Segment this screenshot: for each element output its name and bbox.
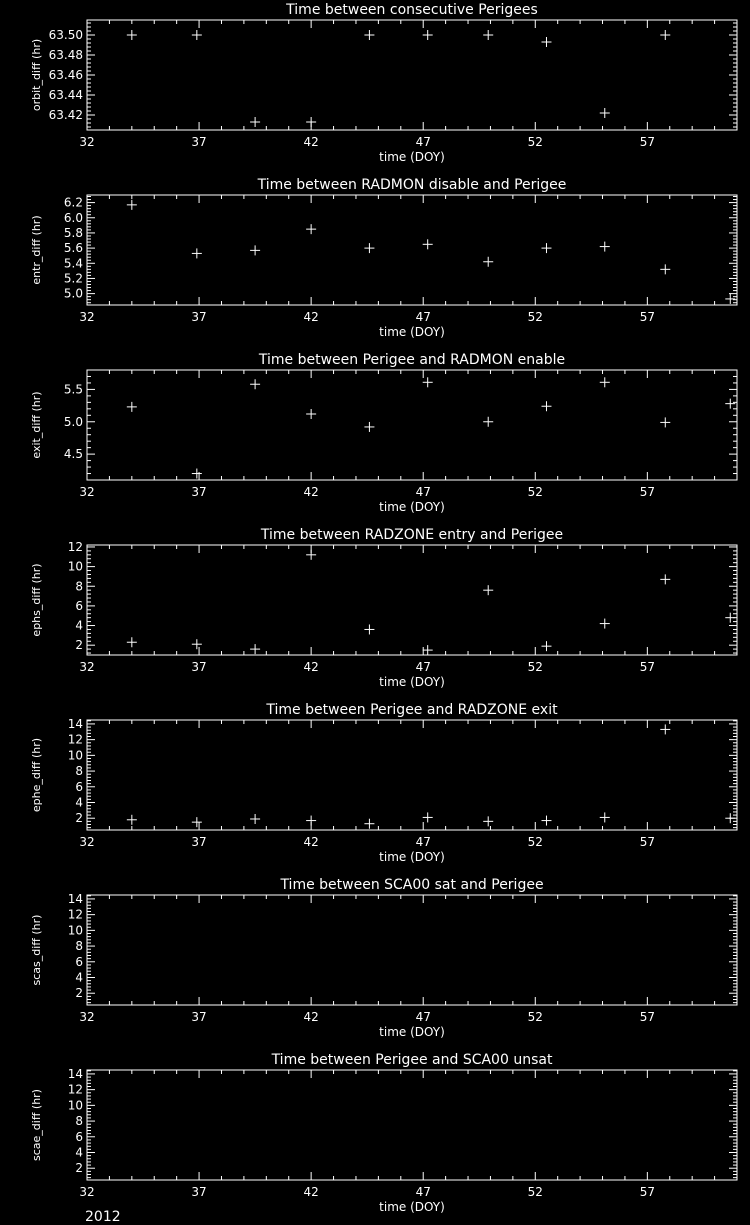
x-tick-label: 47 bbox=[415, 135, 431, 149]
data-point bbox=[192, 248, 202, 258]
data-point bbox=[127, 402, 137, 412]
data-point bbox=[250, 379, 260, 389]
x-tick-label: 42 bbox=[303, 310, 319, 324]
data-point bbox=[127, 200, 137, 210]
y-axis-label: ephs_diff (hr) bbox=[30, 563, 43, 637]
x-axis-label: time (DOY) bbox=[379, 675, 445, 689]
y-tick-label: 4 bbox=[75, 1145, 83, 1160]
y-tick-label: 12 bbox=[67, 732, 83, 747]
data-point bbox=[306, 117, 316, 127]
x-tick-label: 37 bbox=[191, 660, 207, 674]
chart-title: Time between RADZONE entry and Perigee bbox=[260, 527, 564, 543]
data-point bbox=[483, 816, 493, 826]
y-axis-label: orbit_diff (hr) bbox=[30, 38, 43, 112]
y-tick-label: 6 bbox=[75, 1129, 83, 1144]
x-tick-label: 37 bbox=[191, 835, 207, 849]
data-point bbox=[192, 639, 202, 649]
plot-frame bbox=[87, 1070, 737, 1180]
y-tick-label: 5.6 bbox=[63, 241, 83, 256]
x-tick-label: 57 bbox=[639, 835, 655, 849]
x-axis-label: time (DOY) bbox=[379, 325, 445, 339]
y-tick-label: 63.46 bbox=[48, 68, 83, 82]
data-point bbox=[127, 815, 137, 825]
x-tick-label: 42 bbox=[303, 1010, 319, 1024]
data-point bbox=[600, 242, 610, 252]
plot-frame bbox=[87, 895, 737, 1005]
x-tick-label: 57 bbox=[639, 310, 655, 324]
x-tick-label: 32 bbox=[79, 1010, 95, 1024]
y-axis-label: exit_diff (hr) bbox=[30, 391, 43, 459]
x-tick-label: 37 bbox=[191, 485, 207, 499]
x-tick-label: 37 bbox=[191, 1010, 207, 1024]
data-point bbox=[660, 30, 670, 40]
x-tick-label: 52 bbox=[527, 1185, 543, 1199]
data-point bbox=[600, 619, 610, 629]
x-tick-label: 52 bbox=[527, 135, 543, 149]
y-tick-label: 14 bbox=[67, 891, 83, 906]
chart-title: Time between SCA00 sat and Perigee bbox=[280, 877, 544, 893]
plot-frame bbox=[87, 545, 737, 655]
data-point bbox=[541, 641, 551, 651]
x-tick-label: 42 bbox=[303, 135, 319, 149]
data-point bbox=[600, 377, 610, 387]
plot-frame bbox=[87, 370, 737, 480]
x-tick-label: 47 bbox=[415, 1185, 431, 1199]
x-tick-label: 57 bbox=[639, 660, 655, 674]
y-tick-label: 6 bbox=[75, 598, 83, 613]
x-tick-label: 52 bbox=[527, 660, 543, 674]
x-tick-label: 32 bbox=[79, 135, 95, 149]
y-axis-label: scas_diff (hr) bbox=[30, 914, 43, 986]
y-tick-label: 10 bbox=[67, 748, 83, 763]
chart-panel-3 bbox=[30, 352, 737, 514]
x-tick-label: 37 bbox=[191, 310, 207, 324]
y-tick-label: 5.5 bbox=[63, 382, 83, 397]
data-point bbox=[250, 245, 260, 255]
y-tick-label: 12 bbox=[67, 1082, 83, 1097]
x-tick-label: 47 bbox=[415, 485, 431, 499]
data-point bbox=[483, 257, 493, 267]
plot-frame bbox=[87, 720, 737, 830]
y-tick-label: 6.2 bbox=[63, 195, 83, 210]
data-point bbox=[660, 724, 670, 734]
x-tick-label: 47 bbox=[415, 660, 431, 674]
data-point bbox=[660, 264, 670, 274]
year-label: 2012 bbox=[85, 1209, 121, 1225]
x-tick-label: 32 bbox=[79, 835, 95, 849]
y-tick-label: 8 bbox=[75, 939, 83, 954]
y-tick-label: 5.0 bbox=[63, 414, 83, 429]
data-point bbox=[423, 812, 433, 822]
data-point bbox=[725, 399, 735, 409]
data-point bbox=[364, 819, 374, 829]
x-tick-label: 57 bbox=[639, 1185, 655, 1199]
y-tick-label: 2 bbox=[75, 1161, 83, 1176]
chart-panel-4 bbox=[30, 527, 737, 689]
y-tick-label: 14 bbox=[67, 1066, 83, 1081]
data-point bbox=[250, 117, 260, 127]
y-tick-label: 63.48 bbox=[48, 48, 83, 62]
y-tick-label: 4 bbox=[75, 618, 83, 633]
x-tick-label: 57 bbox=[639, 1010, 655, 1024]
plot-frame bbox=[87, 195, 737, 305]
data-point bbox=[541, 401, 551, 411]
x-tick-label: 42 bbox=[303, 1185, 319, 1199]
x-tick-label: 37 bbox=[191, 135, 207, 149]
y-tick-label: 14 bbox=[67, 716, 83, 731]
x-axis-label: time (DOY) bbox=[379, 150, 445, 164]
y-tick-label: 10 bbox=[67, 1098, 83, 1113]
x-tick-label: 42 bbox=[303, 660, 319, 674]
x-tick-label: 42 bbox=[303, 835, 319, 849]
y-tick-label: 5.2 bbox=[63, 271, 83, 286]
y-tick-label: 4.5 bbox=[63, 447, 83, 462]
x-tick-label: 57 bbox=[639, 135, 655, 149]
x-tick-label: 32 bbox=[79, 1185, 95, 1199]
data-point bbox=[600, 108, 610, 118]
x-axis-label: time (DOY) bbox=[379, 1200, 445, 1214]
chart-panel-5 bbox=[30, 702, 737, 864]
y-tick-label: 6 bbox=[75, 779, 83, 794]
x-tick-label: 47 bbox=[415, 1010, 431, 1024]
y-tick-label: 12 bbox=[67, 907, 83, 922]
x-axis-label: time (DOY) bbox=[379, 1025, 445, 1039]
chart-panel-1 bbox=[30, 2, 737, 164]
y-tick-label: 2 bbox=[75, 811, 83, 826]
x-tick-label: 52 bbox=[527, 310, 543, 324]
chart-panel-6 bbox=[30, 877, 737, 1039]
data-point bbox=[306, 409, 316, 419]
x-axis-label: time (DOY) bbox=[379, 850, 445, 864]
y-tick-label: 6 bbox=[75, 954, 83, 969]
y-tick-label: 4 bbox=[75, 795, 83, 810]
data-point bbox=[423, 30, 433, 40]
data-point bbox=[364, 422, 374, 432]
data-point bbox=[127, 30, 137, 40]
y-tick-label: 12 bbox=[67, 539, 83, 554]
data-point bbox=[483, 585, 493, 595]
data-point bbox=[541, 816, 551, 826]
data-point bbox=[364, 243, 374, 253]
x-tick-label: 32 bbox=[79, 485, 95, 499]
data-point bbox=[541, 243, 551, 253]
y-tick-label: 8 bbox=[75, 579, 83, 594]
y-axis-label: entr_diff (hr) bbox=[30, 215, 43, 285]
data-point bbox=[423, 645, 433, 655]
chart-title: Time between Perigee and RADZONE exit bbox=[266, 702, 558, 718]
data-point bbox=[306, 550, 316, 560]
chart-panel-2 bbox=[30, 177, 737, 339]
data-point bbox=[306, 224, 316, 234]
data-point bbox=[192, 30, 202, 40]
data-point bbox=[306, 816, 316, 826]
y-axis-label: ephe_diff (hr) bbox=[30, 737, 43, 813]
y-axis-label: scae_diff (hr) bbox=[30, 1089, 43, 1161]
x-tick-label: 52 bbox=[527, 485, 543, 499]
y-tick-label: 2 bbox=[75, 638, 83, 653]
chart-title: Time between Perigee and SCA00 unsat bbox=[271, 1052, 553, 1068]
y-tick-label: 5.4 bbox=[63, 256, 83, 271]
data-point bbox=[250, 644, 260, 654]
y-tick-label: 10 bbox=[67, 923, 83, 938]
y-tick-label: 63.42 bbox=[48, 108, 83, 122]
y-tick-label: 6.0 bbox=[63, 210, 83, 225]
x-tick-label: 37 bbox=[191, 1185, 207, 1199]
x-tick-label: 32 bbox=[79, 660, 95, 674]
y-tick-label: 63.50 bbox=[48, 28, 83, 42]
y-tick-label: 4 bbox=[75, 970, 83, 985]
chart-panel-7 bbox=[30, 1052, 737, 1214]
data-point bbox=[127, 637, 137, 647]
x-tick-label: 52 bbox=[527, 1010, 543, 1024]
x-tick-label: 52 bbox=[527, 835, 543, 849]
y-tick-label: 8 bbox=[75, 1114, 83, 1129]
x-axis-label: time (DOY) bbox=[379, 500, 445, 514]
data-point bbox=[250, 814, 260, 824]
data-point bbox=[423, 377, 433, 387]
x-tick-label: 47 bbox=[415, 310, 431, 324]
data-point bbox=[423, 239, 433, 249]
data-point bbox=[364, 30, 374, 40]
data-point bbox=[660, 417, 670, 427]
y-tick-label: 5.8 bbox=[63, 225, 83, 240]
y-tick-label: 2 bbox=[75, 986, 83, 1001]
data-point bbox=[192, 469, 202, 479]
y-tick-label: 5.0 bbox=[63, 286, 83, 301]
x-tick-label: 57 bbox=[639, 485, 655, 499]
data-point bbox=[364, 624, 374, 634]
chart-title: Time between consecutive Perigees bbox=[286, 2, 538, 18]
y-tick-label: 10 bbox=[67, 559, 83, 574]
y-tick-label: 8 bbox=[75, 764, 83, 779]
chart-title: Time between RADMON disable and Perigee bbox=[257, 177, 567, 193]
chart-title: Time between Perigee and RADMON enable bbox=[258, 352, 566, 368]
data-point bbox=[192, 817, 202, 827]
y-tick-label: 63.44 bbox=[48, 88, 83, 102]
x-tick-label: 32 bbox=[79, 310, 95, 324]
x-tick-label: 42 bbox=[303, 485, 319, 499]
x-tick-label: 47 bbox=[415, 835, 431, 849]
data-point bbox=[483, 417, 493, 427]
data-point bbox=[483, 30, 493, 40]
data-point bbox=[600, 812, 610, 822]
data-point bbox=[660, 574, 670, 584]
data-point bbox=[541, 37, 551, 47]
plot-frame bbox=[87, 20, 737, 130]
